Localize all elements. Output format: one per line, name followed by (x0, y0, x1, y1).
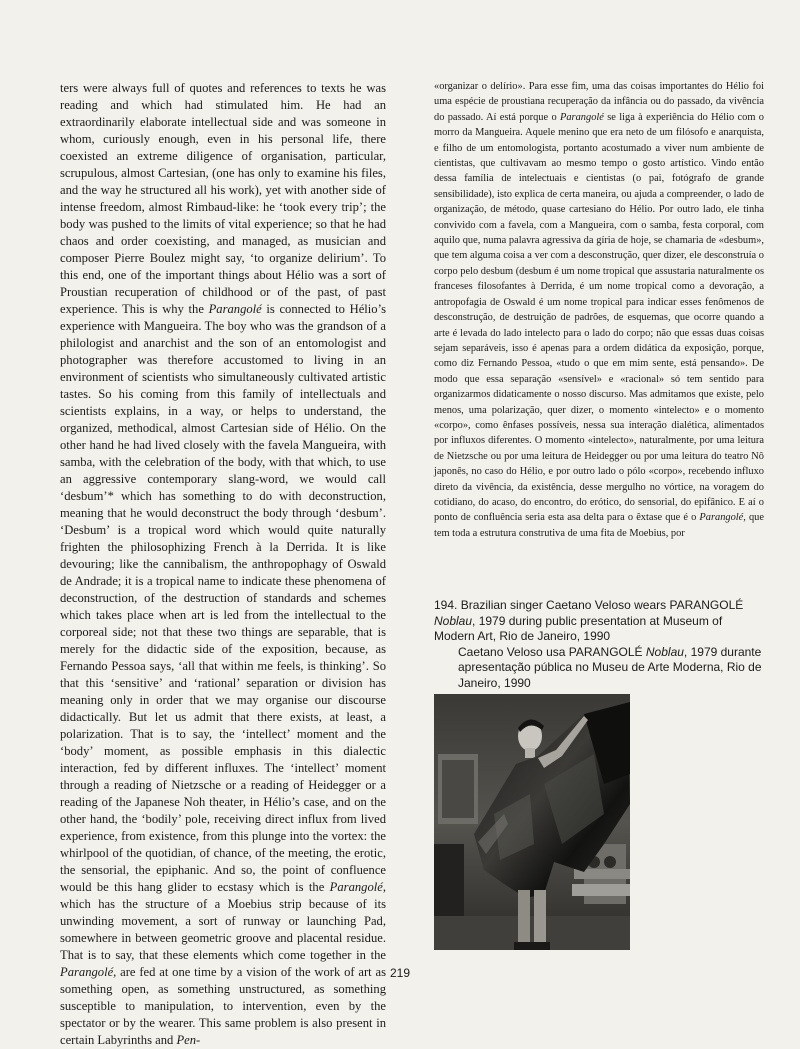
italic-term: Parangolé (208, 302, 262, 316)
text-run: is connected to Hélio’s experience with Mangueira. The boy who was the grandson of a philologist and anarchist and the son of an entomologist and photographer was therefore accustomed to living in an environment of scientists who simultaneously cultivated artistic tastes. So his coming from this family of intellectuals and scientists explains, in a way, or helps to understand, the organized, methodical, almost Cartesian side of Hélio. On the other hand he had lived closely with the favela Mangueira, with samba, with the celebration of the body, with that which, to use an aggressive contemporary slang-word, we would call ‘desbum’* which has something to do with deconstruction, meaning that he would deconstruct the body through ‘desbum’. ‘Desbum’ is a tropical word which would quite naturally frighten the philosophizing French à la Derrida. It is like devouring; like the cannibalism, the anthropophagy of Oswald de Andrade; it is a tropical name to indicate these phenomena of deconstruction, of the destruction of standards and schemes which takes place when art is led from the intellectual to the corporeal side; not that these two things are separable, that is merely for the didactic side of the exposition, because, as Fernando Pessoa says, ‘all that within me feels, is thinking’. So that this ‘sensitive’ and ‘rational’ separation or division has meaning only in order that we may organise our discourse didactically. But let us admit that there exists, at least, a polarization. That is to say, the ‘intellect’ moment and the ‘body’ moment, as possible emphasis in this dialectic interaction, fed by different influxes. The ‘intellect’ moment through a reading of Nietzsche or a reading of Heidegger or a reading of the Japanese Noh theater, in Hélio’s case, and on the other hand, the ‘bodily’ pole, receiving direct influx from lived experience, from existence, from this plunge into the vortex: the whirlpool of the quotidian, of chance, of the meeting, the erotic, the sensorial, the epiphanic. And so, the point of confluence would be this hang glider to ecstasy which is the (60, 302, 386, 894)
page-number: 219 (389, 966, 411, 980)
performer-photo-illustration (434, 694, 630, 950)
text-run: , que tem toda a estrutura construtiva de uma fita de Moebius, por (434, 512, 764, 539)
italic-term: Parangolé (60, 965, 114, 979)
text-run: ters were always full of quotes and references to texts he was reading and which had stimulated him. He had an extraordinarily elaborate intellectual side and was someone in whom, curiously enough, even in his personal life, there coexisted an extreme diligence of organisation, particular, scrupulous, almost Cartesian, (one has only to examine his files, and the way he structured all his work), yet with another side of intense freedom, almost Rimbaud-like: he ‘took every trip’; the body was pushed to the limits of vital experience; so that he had chaos and order coexisting, and managed, as musician and composer Pierre Boulez might say, ‘to organize delirium’. To this end, one of the important things about Hélio was a sort of Proustian recuperation of childhood or of the past, of past experience. This is why the (60, 81, 386, 316)
figure-caption (434, 598, 764, 692)
figure-photograph (434, 694, 630, 950)
text-run: , which has the structure of a Moebius strip because of its unwinding movement, a sort of runway or launching Pad, somewhere in between geometric groove and placental residue. That is to say, that these elements which come together in the (60, 880, 386, 962)
caption-portuguese (434, 645, 764, 692)
italic-term: Parangolé (560, 111, 604, 123)
text-run: se liga à experiência do Hélio com o morro da Mangueira. Aquele menino que era neto de um filósofo e anarquista, e filho de um entomologista, portanto acostumado a viver num ambiente de cientistas, que cultivavam ao mesmo tempo o gosto artístico. Vindo então dessa família de intelectuais e cientistas (o pai, fotógrafo de grande sensibilidade), isto explica de certa maneira, ou ajuda a compreender, o lado de organização, de método, quase cartesiano do Hélio. Por outro lado, ele tinha convivido com a favela, com a Mangueira, com o samba, festa corporal, com aquilo que, numa palavra agressiva da gíria de hoje, se chamaria de «desbum», que tem alguma coisa a ver com a desconstrução, quer dizer, ele desconstruía o corpo pelo desbum (desbum é um nome tropical que assustaria naturalmente os franceses filosofantes à Derrida, é um nome tropical como a devoração, a antropofagia de Oswald é um nome tropical para indicar esses fenômenos de desconstrução, de destruição de padrões, de esquemas, que ocorre quando a arte é levada do lado intelecto para o lado do corpo; não que essas duas coisas sejam separáveis, isso é apenas para a ordem didática da exposição, porque, como diz Fernando Pessoa, «tudo o que em mim sente, está pensando». De modo que essa separação «sensível» e «racional» só tem sentido para organizarmos didaticamente o nosso discurso. Mas admitamos que existe, pelo menos, uma polarização, quer dizer, o momento «intelecto» e o momento «corpo», como ênfases possíveis, nessa sua interação dialética, alimentados por influxos diferentes. O momento «intelecto», naturalmente, por uma leitura de Nietzsche ou por uma leitura de Heidegger ou por uma leitura do teatro Nô japonês, no caso do Hélio, e por outro lado o pólo «corpo», recebendo influxo direto da vivência, da existência, desse mergulho no vórtice, na voragem do cotidiano, do acaso, do encontro, do erótico, do sensorial, do epifânico. E aí o ponto de confluência seria esta asa delta para o êxtase que é o (434, 111, 764, 524)
text-run: , 1979 during public presentation at Museum of Modern Art, Rio de Janeiro, 1990 (434, 613, 723, 644)
text-run: Caetano Veloso usa PARANGOLÉ (458, 644, 646, 659)
portuguese-body-paragraph (434, 79, 764, 541)
text-run: , 1979 durante apresentação pública no Museu de Arte Moderna, Rio de Janeiro, 1990 (458, 644, 762, 690)
text-run: , are fed at one time by a vision of the work of art as something open, as something unstructured, as something susceptible to manipulation, to intervention, even by the spectator or by the wearer. This same problem is also present in certain Labyrinths and (60, 965, 386, 1047)
text-run: «organizar o delírio». Para esse fim, uma das coisas importantes do Hélio foi uma espécie de proustiana recuperação da infância ou do passado, da vivência do passado. Aí está porque o (434, 81, 764, 123)
english-body-paragraph (60, 80, 386, 1049)
text-run: 194. Brazilian singer Caetano Veloso wears PARANGOLÉ (434, 598, 744, 612)
english-text-column (60, 80, 386, 1049)
italic-term: Pen- (176, 1033, 201, 1047)
caption-english (434, 598, 764, 645)
italic-term: Parangolé (329, 880, 383, 894)
portuguese-text-column (434, 79, 764, 541)
italic-term: Noblau (645, 644, 684, 659)
italic-term: Noblau (434, 613, 473, 628)
italic-term: Parangolé (699, 512, 744, 524)
